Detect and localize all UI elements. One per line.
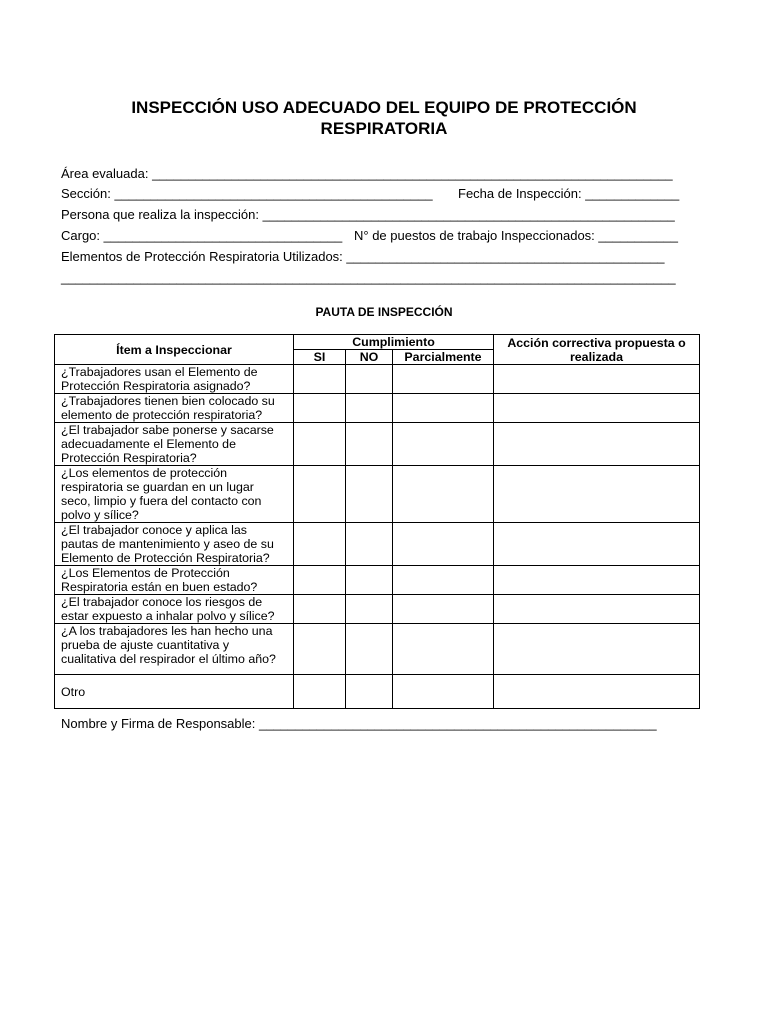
item-text-line: ¿El trabajador conoce y aplica las — [61, 523, 247, 537]
table-row — [55, 566, 700, 595]
table-row — [55, 365, 700, 394]
no-cell[interactable] — [346, 423, 393, 466]
item-text-line: ¿Trabajadores tienen bien colocado su — [61, 394, 275, 408]
header-si: SI — [294, 350, 346, 365]
table-row — [55, 423, 700, 466]
header-parcialmente: Parcialmente — [393, 350, 494, 365]
parcialmente-cell[interactable] — [393, 394, 494, 423]
table-row — [55, 394, 700, 423]
table-row — [55, 523, 700, 566]
si-cell[interactable] — [294, 566, 346, 595]
item-text-line: Elemento de Protección Respiratoria? — [61, 551, 270, 565]
parcialmente-cell[interactable] — [393, 365, 494, 394]
no-cell[interactable] — [346, 624, 393, 675]
item-text-line: Otro — [61, 684, 86, 699]
si-cell[interactable] — [294, 365, 346, 394]
parcialmente-cell[interactable] — [393, 566, 494, 595]
si-cell[interactable] — [294, 423, 346, 466]
item-cell — [55, 624, 294, 675]
item-text-line: pautas de mantenimiento y aseo de su — [61, 537, 274, 551]
header-accion-line-2: realizada — [569, 349, 624, 364]
item-text-line: ¿Los Elementos de Protección — [61, 566, 230, 580]
parcialmente-cell[interactable] — [393, 675, 494, 709]
item-text-line: estar expuesto a inhalar polvo y sílice? — [61, 609, 275, 623]
accion-cell[interactable] — [494, 595, 700, 624]
header-cumplimiento: Cumplimiento — [294, 335, 494, 350]
accion-cell[interactable] — [494, 566, 700, 595]
item-text-line: ¿El trabajador conoce los riesgos de — [61, 595, 263, 609]
header-accion-line-1: Acción correctiva propuesta o — [507, 335, 686, 350]
header-item: Ítem a Inspeccionar — [55, 335, 294, 365]
title-line-2: RESPIRATORIA — [320, 119, 448, 138]
si-cell[interactable] — [294, 394, 346, 423]
parcialmente-cell[interactable] — [393, 595, 494, 624]
si-cell[interactable] — [294, 595, 346, 624]
item-text-line: Protección Respiratoria? — [61, 451, 197, 465]
item-text-line: cualitativa del respirador el último año? — [61, 652, 276, 666]
field-area-evaluada: Área evaluada: ________________________________________________________________________ — [61, 166, 673, 181]
item-text-line: ¿Los elementos de protección — [61, 466, 227, 480]
si-cell[interactable] — [294, 675, 346, 709]
item-cell — [55, 523, 294, 566]
inspection-table — [54, 334, 700, 709]
si-cell[interactable] — [294, 624, 346, 675]
item-text-line: prueba de ajuste cuantitativa y — [61, 638, 230, 652]
field-cargo: Cargo: _________________________________ — [61, 228, 343, 243]
no-cell[interactable] — [346, 675, 393, 709]
section-title: PAUTA DE INSPECCIÓN — [315, 305, 453, 319]
item-text-line: polvo y sílice? — [61, 508, 139, 522]
si-cell[interactable] — [294, 466, 346, 523]
item-text-line: elemento de protección respiratoria? — [61, 408, 263, 422]
title-line-1: INSPECCIÓN USO ADECUADO DEL EQUIPO DE PROTECCIÓN — [131, 98, 637, 117]
field-elementos-proteccion: Elementos de Protección Respiratoria Utilizados: ____________________________________________ — [61, 249, 665, 264]
item-text-line: adecuadamente el Elemento de — [61, 437, 236, 451]
no-cell[interactable] — [346, 595, 393, 624]
field-fecha-inspeccion: Fecha de Inspección: _____________ — [458, 186, 680, 201]
accion-cell[interactable] — [494, 675, 700, 709]
table-row — [55, 466, 700, 523]
no-cell[interactable] — [346, 394, 393, 423]
item-cell — [55, 466, 294, 523]
parcialmente-cell[interactable] — [393, 523, 494, 566]
table-row — [55, 624, 700, 675]
field-blank-line: _____________________________________________________________________________________ — [61, 270, 676, 285]
field-puestos-trabajo: N° de puestos de trabajo Inspeccionados: ___________ — [354, 228, 678, 243]
item-text-line: respiratoria se guardan en un lugar — [61, 480, 254, 494]
accion-cell[interactable] — [494, 365, 700, 394]
item-text-line: seco, limpio y fuera del contacto con — [61, 494, 262, 508]
item-text-line: ¿A los trabajadores les han hecho una — [61, 624, 273, 638]
accion-cell[interactable] — [494, 423, 700, 466]
parcialmente-cell[interactable] — [393, 624, 494, 675]
item-text-line: ¿El trabajador sabe ponerse y sacarse — [61, 423, 274, 437]
item-cell — [55, 365, 294, 394]
no-cell[interactable] — [346, 365, 393, 394]
table-row — [55, 675, 700, 709]
item-cell — [55, 394, 294, 423]
header-no: NO — [346, 350, 393, 365]
header-accion-correctiva — [494, 335, 700, 365]
item-cell — [55, 675, 294, 709]
signature-line: Nombre y Firma de Responsable: _______________________________________________________ — [61, 716, 657, 731]
accion-cell[interactable] — [494, 523, 700, 566]
accion-cell[interactable] — [494, 394, 700, 423]
item-cell — [55, 595, 294, 624]
no-cell[interactable] — [346, 466, 393, 523]
item-cell — [55, 566, 294, 595]
no-cell[interactable] — [346, 566, 393, 595]
item-text-line: Respiratoria están en buen estado? — [61, 580, 258, 594]
field-persona-inspeccion: Persona que realiza la inspección: _________________________________________________________ — [61, 207, 675, 222]
accion-cell[interactable] — [494, 624, 700, 675]
si-cell[interactable] — [294, 523, 346, 566]
parcialmente-cell[interactable] — [393, 466, 494, 523]
document-title — [0, 97, 768, 139]
no-cell[interactable] — [346, 523, 393, 566]
item-text-line: ¿Trabajadores usan el Elemento de — [61, 365, 258, 379]
accion-cell[interactable] — [494, 466, 700, 523]
field-seccion: Sección: ____________________________________________ — [61, 186, 433, 201]
parcialmente-cell[interactable] — [393, 423, 494, 466]
item-cell — [55, 423, 294, 466]
item-text-line: Protección Respiratoria asignado? — [61, 379, 251, 393]
table-row — [55, 595, 700, 624]
